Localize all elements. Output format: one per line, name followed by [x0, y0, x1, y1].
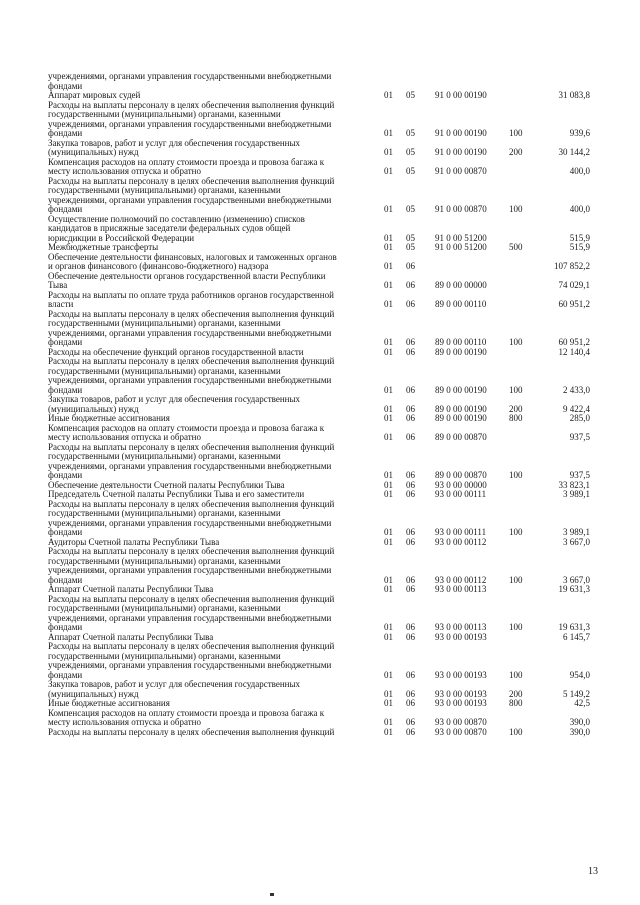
section-code: 01 — [384, 574, 393, 585]
amount-value: 400,0 — [569, 204, 590, 214]
row-description-line: Компенсация расходов на оплату стоимости проезда и провоза багажа к — [48, 156, 325, 167]
amount-value: 400,0 — [569, 166, 590, 176]
row-description-line: Иные бюджетные ассигнования — [48, 413, 170, 423]
target-article-code: 89 0 00 00190 — [435, 384, 487, 395]
row-description-line: Расходы на выплаты персоналу в целях обеспечения выполнения функций — [48, 641, 335, 651]
table-row — [0, 215, 640, 244]
table-row — [0, 72, 640, 91]
row-description-line: фондами — [48, 527, 83, 537]
table-row — [0, 709, 640, 728]
subsection-code: 05 — [406, 90, 415, 100]
row-description-line: Расходы на выплаты персоналу в целях обеспечения выполнения функций — [48, 726, 335, 737]
target-article-code: 93 0 00 00870 — [435, 726, 487, 737]
section-code: 01 — [384, 479, 393, 490]
row-description-line: власти — [48, 299, 74, 309]
row-description-line: фондами — [48, 384, 83, 395]
amount-value: 12 140,4 — [558, 346, 590, 357]
expense-type-code: 100 — [509, 669, 523, 680]
section-code: 01 — [384, 688, 393, 699]
table-row — [0, 139, 640, 158]
row-description-line: учреждениями, органами управления государственными внебюджетными — [48, 460, 332, 471]
subsection-code: 06 — [406, 622, 415, 632]
target-article-code: 93 0 00 00111 — [435, 527, 487, 537]
target-article-code: 93 0 00 00113 — [435, 622, 487, 632]
row-description-line: Закупка товаров, работ и услуг для обеспечения государственных — [48, 137, 301, 148]
subsection-code: 05 — [406, 242, 415, 252]
row-description-line: фондами — [48, 622, 83, 632]
amount-value: 33 823,1 — [558, 479, 590, 490]
section-code: 01 — [384, 717, 393, 727]
target-article-code: 91 0 00 00190 — [435, 147, 487, 157]
amount-value: 937,5 — [569, 470, 590, 480]
row-description-line: Закупка товаров, работ и услуг для обеспечения государственных — [48, 679, 301, 689]
table-row — [0, 101, 640, 139]
row-description-line: фондами — [48, 337, 83, 347]
section-code: 01 — [384, 584, 393, 594]
expense-type-code: 100 — [509, 128, 523, 138]
target-article-code: 93 0 00 00000 — [435, 479, 487, 490]
row-description-line: Компенсация расходов на оплату стоимости проезда и провоза багажа к — [48, 422, 325, 433]
target-article-code: 91 0 00 00870 — [435, 204, 487, 214]
row-description-line: месту использования отпуска и обратно — [48, 717, 201, 727]
expense-type-code: 800 — [509, 413, 523, 423]
row-description-line: Обеспечение деятельности финансовых, налоговых и таможенных органов — [48, 251, 337, 262]
row-description-line: государственными (муниципальными) органами, казенными — [48, 555, 281, 566]
row-description-line: (муниципальных) нужд — [48, 147, 139, 157]
amount-value: 3 667,0 — [563, 574, 590, 585]
amount-value: 390,0 — [569, 726, 590, 737]
row-description-line: Обеспечение деятельности Счетной палаты Республики Тыва — [48, 479, 285, 490]
target-article-code: 91 0 00 51200 — [435, 242, 487, 252]
amount-value: 285,0 — [569, 413, 590, 423]
subsection-code: 05 — [406, 166, 415, 176]
section-code: 01 — [384, 90, 393, 100]
scan-artifact-mark — [270, 893, 274, 896]
target-article-code: 91 0 00 51200 — [435, 232, 487, 243]
section-code: 01 — [384, 384, 393, 395]
section-code: 01 — [384, 204, 393, 214]
subsection-code: 06 — [406, 489, 415, 499]
row-description-line: Аудиторы Счетной палаты Республики Тыва — [48, 536, 220, 547]
row-description-line: учреждениями, органами управления государственными внебюджетными — [48, 660, 332, 670]
row-description-line: Тыва — [48, 280, 68, 290]
row-description-line: Расходы на выплаты персоналу в целях обеспечения выполнения функций — [48, 498, 335, 509]
section-code: 01 — [384, 489, 393, 499]
row-description-line: Межбюджетные трансферты — [48, 242, 159, 252]
table-row — [0, 642, 640, 680]
amount-value: 3 989,1 — [563, 489, 590, 499]
subsection-code: 06 — [406, 337, 415, 347]
subsection-code: 05 — [406, 204, 415, 214]
row-description-line: учреждениями, органами управления государственными внебюджетными — [48, 375, 332, 385]
table-row — [0, 310, 640, 348]
row-description-line: Расходы на выплаты по оплате труда работников органов государственной — [48, 289, 334, 300]
subsection-code: 06 — [406, 384, 415, 395]
table-row — [0, 253, 640, 272]
section-code: 01 — [384, 413, 393, 423]
amount-value: 60 951,2 — [558, 299, 590, 309]
subsection-code: 05 — [406, 147, 415, 157]
section-code: 01 — [384, 631, 393, 642]
row-description-line: Расходы на выплаты персоналу в целях обеспечения выполнения функций — [48, 441, 335, 452]
section-code: 01 — [384, 232, 393, 243]
expense-type-code: 200 — [509, 688, 523, 699]
section-code: 01 — [384, 337, 393, 347]
section-code: 01 — [384, 669, 393, 680]
section-code: 01 — [384, 470, 393, 480]
table-row — [0, 177, 640, 215]
expense-type-code: 100 — [509, 204, 523, 214]
section-code: 01 — [384, 261, 393, 271]
subsection-code: 05 — [406, 232, 415, 243]
row-description-line: фондами — [48, 574, 83, 585]
row-description-line: учреждениями, органами управления государственными внебюджетными — [48, 71, 332, 81]
amount-value: 515,9 — [569, 242, 590, 252]
table-row — [0, 443, 640, 481]
target-article-code: 93 0 00 00112 — [435, 574, 487, 585]
row-description-line: Обеспечение деятельности органов государственной власти Республики — [48, 270, 326, 281]
section-code: 01 — [384, 432, 393, 442]
table-row — [0, 547, 640, 585]
expense-type-code: 100 — [509, 337, 523, 347]
expense-type-code: 200 — [509, 147, 523, 157]
row-description-line: фондами — [48, 80, 83, 91]
target-article-code: 89 0 00 00000 — [435, 280, 487, 290]
expense-type-code: 100 — [509, 726, 523, 737]
row-description-line: Аппарат мировых судей — [48, 90, 141, 100]
amount-value: 31 083,8 — [558, 90, 590, 100]
table-row — [0, 500, 640, 538]
row-description-line: Расходы на выплаты персоналу в целях обеспечения выполнения функций — [48, 308, 335, 319]
amount-value: 3 667,0 — [563, 536, 590, 547]
table-row — [0, 680, 640, 699]
row-description-line: государственными (муниципальными) органами, казенными — [48, 365, 281, 376]
subsection-code: 06 — [406, 527, 415, 537]
target-article-code: 93 0 00 00113 — [435, 584, 487, 594]
amount-value: 5 149,2 — [563, 688, 590, 699]
subsection-code: 06 — [406, 726, 415, 737]
amount-value: 6 145,7 — [563, 631, 590, 642]
amount-value: 19 631,3 — [558, 584, 590, 594]
table-row — [0, 728, 640, 738]
target-article-code: 93 0 00 00193 — [435, 631, 487, 642]
section-code: 01 — [384, 527, 393, 537]
target-article-code: 89 0 00 00190 — [435, 413, 487, 423]
amount-value: 60 951,2 — [558, 337, 590, 347]
section-code: 01 — [384, 536, 393, 547]
expense-type-code: 100 — [509, 384, 523, 395]
subsection-code: 06 — [406, 479, 415, 490]
row-description-line: Иные бюджетные ассигнования — [48, 698, 170, 708]
subsection-code: 06 — [406, 261, 415, 271]
section-code: 01 — [384, 698, 393, 708]
amount-value: 30 144,2 — [558, 147, 590, 157]
target-article-code: 89 0 00 00190 — [435, 403, 487, 414]
target-article-code: 91 0 00 00190 — [435, 90, 487, 100]
target-article-code: 89 0 00 00110 — [435, 299, 487, 309]
section-code: 01 — [384, 346, 393, 357]
section-code: 01 — [384, 166, 393, 176]
section-code: 01 — [384, 128, 393, 138]
amount-value: 2 433,0 — [563, 384, 590, 395]
amount-value: 515,9 — [569, 232, 590, 243]
row-description-line: Закупка товаров, работ и услуг для обеспечения государственных — [48, 394, 301, 404]
row-description-line: Расходы на выплаты персоналу в целях обеспечения выполнения функций — [48, 175, 335, 186]
amount-value: 937,5 — [569, 432, 590, 442]
row-description-line: фондами — [48, 470, 83, 480]
target-article-code: 93 0 00 00111 — [435, 489, 487, 499]
section-code: 01 — [384, 726, 393, 737]
expense-type-code: 100 — [509, 574, 523, 585]
table-row — [0, 158, 640, 177]
section-code: 01 — [384, 280, 393, 290]
amount-value: 390,0 — [569, 717, 590, 727]
target-article-code: 89 0 00 00870 — [435, 432, 487, 442]
section-code: 01 — [384, 147, 393, 157]
subsection-code: 06 — [406, 698, 415, 708]
subsection-code: 06 — [406, 280, 415, 290]
row-description-line: и органов финансового (финансово-бюджетного) надзора — [48, 261, 269, 271]
target-article-code: 93 0 00 00112 — [435, 536, 487, 547]
subsection-code: 06 — [406, 669, 415, 680]
target-article-code: 91 0 00 00870 — [435, 166, 487, 176]
target-article-code: 89 0 00 00870 — [435, 470, 487, 480]
target-article-code: 89 0 00 00190 — [435, 346, 487, 357]
row-description-line: (муниципальных) нужд — [48, 688, 139, 699]
row-description-line: месту использования отпуска и обратно — [48, 432, 201, 442]
row-description-line: государственными (муниципальными) органами, казенными — [48, 650, 281, 661]
row-description-line: Аппарат Счетной палаты Республики Тыва — [48, 631, 214, 642]
subsection-code: 06 — [406, 536, 415, 547]
target-article-code: 89 0 00 00110 — [435, 337, 487, 347]
expense-type-code: 500 — [509, 242, 523, 252]
target-article-code: 93 0 00 00193 — [435, 669, 487, 680]
target-article-code: 91 0 00 00190 — [435, 128, 487, 138]
target-article-code: 93 0 00 00870 — [435, 717, 487, 727]
row-description-line: (муниципальных) нужд — [48, 403, 139, 414]
row-description-line: Расходы на выплаты персоналу в целях обеспечения выполнения функций — [48, 546, 335, 556]
row-description-line: учреждениями, органами управления государственными внебюджетными — [48, 118, 332, 129]
amount-value: 19 631,3 — [558, 622, 590, 632]
row-description-line: фондами — [48, 128, 83, 138]
section-code: 01 — [384, 622, 393, 632]
target-article-code: 93 0 00 00193 — [435, 698, 487, 708]
row-description-line: государственными (муниципальными) органами, казенными — [48, 318, 281, 328]
row-description-line: Расходы на обеспечение функций органов государственной власти — [48, 346, 304, 357]
amount-value: 939,6 — [569, 128, 590, 138]
row-description-line: фондами — [48, 204, 83, 214]
subsection-code: 06 — [406, 717, 415, 727]
row-description-line: кандидатов в присяжные заседатели федеральных судов общей — [48, 223, 291, 233]
table-row — [0, 272, 640, 291]
subsection-code: 06 — [406, 631, 415, 642]
row-description-line: Председатель Счетной палаты Республики Тыва и его заместители — [48, 489, 305, 499]
expense-type-code: 800 — [509, 698, 523, 708]
row-description-line: учреждениями, органами управления государственными внебюджетными — [48, 327, 332, 338]
amount-value: 74 029,1 — [558, 280, 590, 290]
row-description-line: фондами — [48, 669, 83, 680]
row-description-line: Осуществление полномочий по составлению (изменению) списков — [48, 213, 305, 224]
row-description-line: учреждениями, органами управления государственными внебюджетными — [48, 194, 332, 205]
section-code: 01 — [384, 403, 393, 414]
subsection-code: 06 — [406, 688, 415, 699]
table-row — [0, 595, 640, 633]
page-number: 13 — [588, 866, 598, 877]
row-description-line: государственными (муниципальными) органами, казенными — [48, 603, 281, 613]
table-row — [0, 395, 640, 414]
row-description-line: Расходы на выплаты персоналу в целях обеспечения выполнения функций — [48, 99, 335, 110]
expense-type-code: 100 — [509, 527, 523, 537]
subsection-code: 06 — [406, 574, 415, 585]
row-description-line: государственными (муниципальными) органами, казенными — [48, 508, 281, 518]
subsection-code: 06 — [406, 346, 415, 357]
subsection-code: 05 — [406, 128, 415, 138]
row-description-line: учреждениями, органами управления государственными внебюджетными — [48, 565, 332, 575]
expense-type-code: 100 — [509, 622, 523, 632]
row-description-line: учреждениями, органами управления государственными внебюджетными — [48, 517, 332, 528]
subsection-code: 06 — [406, 470, 415, 480]
row-description-line: учреждениями, органами управления государственными внебюджетными — [48, 612, 332, 623]
subsection-code: 06 — [406, 299, 415, 309]
row-description-line: месту использования отпуска и обратно — [48, 166, 201, 176]
target-article-code: 93 0 00 00193 — [435, 688, 487, 699]
row-description-line: Расходы на выплаты персоналу в целях обеспечения выполнения функций — [48, 356, 335, 366]
subsection-code: 06 — [406, 403, 415, 414]
section-code: 01 — [384, 242, 393, 252]
subsection-code: 06 — [406, 432, 415, 442]
table-row — [0, 357, 640, 395]
subsection-code: 06 — [406, 413, 415, 423]
row-description-line: государственными (муниципальными) органами, казенными — [48, 109, 281, 119]
row-description-line: юрисдикции в Российской Федерации — [48, 232, 195, 243]
row-description-line: Расходы на выплаты персоналу в целях обеспечения выполнения функций — [48, 593, 335, 604]
expense-type-code: 200 — [509, 403, 523, 414]
section-code: 01 — [384, 299, 393, 309]
amount-value: 954,0 — [569, 669, 590, 680]
expense-type-code: 100 — [509, 470, 523, 480]
row-description-line: государственными (муниципальными) органами, казенными — [48, 451, 281, 461]
row-description-line: государственными (муниципальными) органами, казенными — [48, 185, 281, 195]
table-row — [0, 291, 640, 310]
amount-value: 9 422,4 — [563, 403, 590, 414]
table-row — [0, 424, 640, 443]
amount-value: 3 989,1 — [563, 527, 590, 537]
row-description-line: Компенсация расходов на оплату стоимости проезда и провоза багажа к — [48, 707, 325, 718]
subsection-code: 06 — [406, 584, 415, 594]
amount-value: 42,5 — [574, 698, 590, 708]
row-description-line: Аппарат Счетной палаты Республики Тыва — [48, 584, 214, 594]
amount-value: 107 852,2 — [554, 261, 590, 271]
